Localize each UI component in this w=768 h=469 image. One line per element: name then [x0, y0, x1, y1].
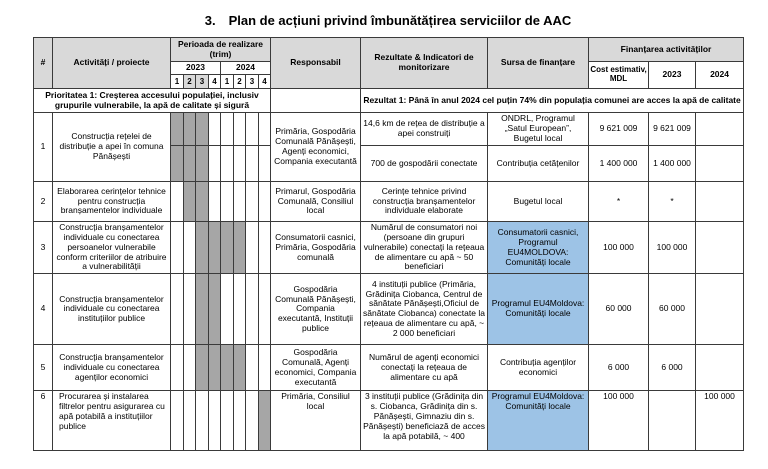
gantt-cell: [196, 146, 209, 182]
gantt-cell: [196, 113, 209, 146]
gantt-cell: [246, 182, 259, 222]
gantt-cell: [171, 113, 184, 146]
gantt-cell: [184, 182, 196, 222]
results-cell: Numărul de consumatori noi (persoane din grupuri vulnerabile) conectați la rețeaua de alimentare cu apă ~ 50 beneficiari: [361, 222, 488, 274]
quarter-header: 2: [234, 75, 246, 89]
gantt-cell: [171, 345, 184, 391]
header-row-1: [34, 38, 744, 62]
page-title-number: 3.: [204, 13, 216, 28]
cost-cell: 100 000: [589, 391, 649, 451]
results-cell: 4 instituții publice (Primăria, Grădinița Ciobanca, Centrul de sănătate Pănășești,Oficiul de sănătate Ciobanca) conectate la rețeaua de alimentare cu apă, ~ 2 000 beneficiari: [361, 274, 488, 345]
gantt-cell: [259, 274, 271, 345]
gantt-cell: [171, 222, 184, 274]
gantt-cell: [184, 345, 196, 391]
priority-row-empty-cell: [271, 89, 361, 113]
gantt-cell: [234, 146, 246, 182]
gantt-cell: [246, 113, 259, 146]
row-num: 3: [34, 222, 53, 274]
results-cell: Cerințe tehnice privind construcția branșamentelor individuale elaborate: [361, 182, 488, 222]
responsible-cell: Primăria, Consiliul local: [271, 391, 361, 451]
gantt-cell: [209, 274, 221, 345]
activity-cell: Procurarea și instalarea filtrelor pentru asigurarea cu apă potabilă a instituțiilor publice: [53, 391, 171, 451]
cost-cell: *: [589, 182, 649, 222]
cost-cell: 60 000: [589, 274, 649, 345]
page-title-text: Plan de acțiuni privind îmbunătățirea serviciilor de AAC: [228, 13, 572, 28]
source-cell: Contribuția cetățenilor: [488, 146, 589, 182]
row-num: 5: [34, 345, 53, 391]
quarter-header: 4: [209, 75, 221, 89]
activity-cell: Construcția branșamentelor individuale cu conectarea agenților economici: [53, 345, 171, 391]
gantt-cell: [221, 391, 234, 451]
amount-2023-cell: 100 000: [649, 222, 696, 274]
gantt-cell: [221, 182, 234, 222]
gantt-cell: [246, 274, 259, 345]
amount-2024-cell: [696, 222, 744, 274]
amount-2024-cell: 100 000: [696, 391, 744, 451]
gantt-cell: [196, 345, 209, 391]
source-cell: Contribuția agenților economici: [488, 345, 589, 391]
col-header-cost: Cost estimativ, MDL: [589, 62, 649, 89]
gantt-cell: [196, 274, 209, 345]
gantt-cell: [234, 113, 246, 146]
responsible-cell: Gospodăria Comunală Pănășești, Compania executantă, Instituții publice: [271, 274, 361, 345]
gantt-cell: [259, 113, 271, 146]
gantt-cell: [259, 222, 271, 274]
gantt-cell: [259, 345, 271, 391]
col-header-period: Perioada de realizare (trim): [171, 38, 271, 62]
activity-cell: Construcția branșamentelor individuale cu conectarea instituțiilor publice: [53, 274, 171, 345]
gantt-cell: [221, 274, 234, 345]
gantt-cell: [234, 391, 246, 451]
gantt-cell: [196, 391, 209, 451]
gantt-cell: [171, 182, 184, 222]
gantt-cell: [221, 113, 234, 146]
amount-2023-cell: *: [649, 182, 696, 222]
gantt-cell: [246, 146, 259, 182]
gantt-cell: [209, 222, 221, 274]
amount-2023-cell: [649, 391, 696, 451]
responsible-cell: Primarul, Gospodăria Comunală, Consiliul local: [271, 182, 361, 222]
priority-1-label: Prioritatea 1: Creșterea accesului populației, inclusiv grupurile vulnerabile, la apă de calitate și sigură: [34, 89, 271, 113]
quarter-header: 1: [221, 75, 234, 89]
gantt-cell: [234, 182, 246, 222]
amount-2023-cell: 9 621 009: [649, 113, 696, 146]
gantt-cell: [184, 274, 196, 345]
row-num: 4: [34, 274, 53, 345]
col-header-fin-2024: 2024: [696, 62, 744, 89]
gantt-cell: [209, 182, 221, 222]
gantt-cell: [221, 146, 234, 182]
page-title: [33, 13, 743, 28]
col-header-responsible: Responsabil: [271, 38, 361, 89]
table-row-3: [34, 222, 744, 274]
source-cell: Programul EU4Moldova: Comunități locale: [488, 391, 589, 451]
amount-2023-cell: 60 000: [649, 274, 696, 345]
activity-cell: Elaborarea cerințelor tehnice pentru construcția branșamentelor individuale: [53, 182, 171, 222]
row-num: 1: [34, 113, 53, 182]
source-cell: Bugetul local: [488, 182, 589, 222]
year-header-2024: 2024: [221, 62, 271, 75]
gantt-cell: [209, 391, 221, 451]
gantt-cell: [234, 345, 246, 391]
quarter-header: 2: [184, 75, 196, 89]
gantt-cell: [209, 113, 221, 146]
gantt-cell: [196, 182, 209, 222]
gantt-cell: [259, 146, 271, 182]
amount-2024-cell: [696, 182, 744, 222]
action-plan-table: [33, 37, 744, 451]
quarter-header: 3: [246, 75, 259, 89]
col-header-fin-2023: 2023: [649, 62, 696, 89]
row-num: 2: [34, 182, 53, 222]
gantt-cell: [246, 345, 259, 391]
result-1-label: Rezultat 1: Până în anul 2024 cel puțin 74% din populația comunei are acces la apă de calitate: [361, 89, 744, 113]
results-cell: 14,6 km de rețea de distribuție a apei construiți: [361, 113, 488, 146]
gantt-cell: [184, 222, 196, 274]
gantt-cell: [234, 222, 246, 274]
col-header-source: Sursa de finanțare: [488, 38, 589, 89]
gantt-cell: [259, 391, 271, 451]
table-row-5: [34, 345, 744, 391]
gantt-cell: [171, 391, 184, 451]
quarter-header: 1: [171, 75, 184, 89]
activity-cell: Construcția rețelei de distribuție a apei în comuna Pănășești: [53, 113, 171, 182]
gantt-cell: [171, 274, 184, 345]
table-row-4: [34, 274, 744, 345]
col-header-num: #: [34, 38, 53, 89]
responsible-cell: Primăria, Gospodăria Comunală Pănășești, Agenți economici, Compania executantă: [271, 113, 361, 182]
amount-2023-cell: 6 000: [649, 345, 696, 391]
cost-cell: 6 000: [589, 345, 649, 391]
amount-2023-cell: 1 400 000: [649, 146, 696, 182]
gantt-cell: [184, 113, 196, 146]
table-row-2: [34, 182, 744, 222]
col-header-financing: Finanțarea activităților: [589, 38, 744, 62]
amount-2024-cell: [696, 113, 744, 146]
responsible-cell: Gospodăria Comunală, Agenți economici, Compania executantă: [271, 345, 361, 391]
gantt-cell: [209, 345, 221, 391]
cost-cell: 1 400 000: [589, 146, 649, 182]
gantt-cell: [184, 146, 196, 182]
col-header-results: Rezultate & Indicatori de monitorizare: [361, 38, 488, 89]
results-cell: 700 de gospodării conectate: [361, 146, 488, 182]
gantt-cell: [171, 146, 184, 182]
table-row-1a: [34, 113, 744, 146]
gantt-cell: [246, 391, 259, 451]
amount-2024-cell: [696, 146, 744, 182]
gantt-cell: [246, 222, 259, 274]
gantt-cell: [196, 222, 209, 274]
gantt-cell: [259, 182, 271, 222]
amount-2024-cell: [696, 345, 744, 391]
gantt-cell: [221, 345, 234, 391]
year-header-2023: 2023: [171, 62, 221, 75]
gantt-cell: [221, 222, 234, 274]
results-cell: 3 instituții publice (Grădinița din s. Ciobanca, Grădinița din s. Pănășești, Gimnaziu din s. Pănășești) beneficiază de acces la apă potabilă, ~ 400: [361, 391, 488, 451]
quarter-header: 3: [196, 75, 209, 89]
quarter-header: 4: [259, 75, 271, 89]
table-row-6: [34, 391, 744, 451]
row-num: 6: [34, 391, 53, 451]
gantt-cell: [209, 146, 221, 182]
cost-cell: 9 621 009: [589, 113, 649, 146]
cost-cell: 100 000: [589, 222, 649, 274]
source-cell: ONDRL, Programul „Satul European”, Bugetul local: [488, 113, 589, 146]
source-cell: Consumatorii casnici, Programul EU4MOLDOVA: Comunități locale: [488, 222, 589, 274]
col-header-activity: Activități / proiecte: [53, 38, 171, 89]
source-cell: Programul EU4Moldova: Comunități locale: [488, 274, 589, 345]
responsible-cell: Consumatorii casnici, Primăria, Gospodăria comunală: [271, 222, 361, 274]
activity-cell: Construcția branșamentelor individuale cu conectarea persoanelor vulnerabile conform criteriilor de atribuire a vulnerabilității: [53, 222, 171, 274]
priority-row: [34, 89, 744, 113]
results-cell: Numărul de agenți economici conectați la rețeaua de alimentare cu apă: [361, 345, 488, 391]
gantt-cell: [184, 391, 196, 451]
amount-2024-cell: [696, 274, 744, 345]
gantt-cell: [234, 274, 246, 345]
